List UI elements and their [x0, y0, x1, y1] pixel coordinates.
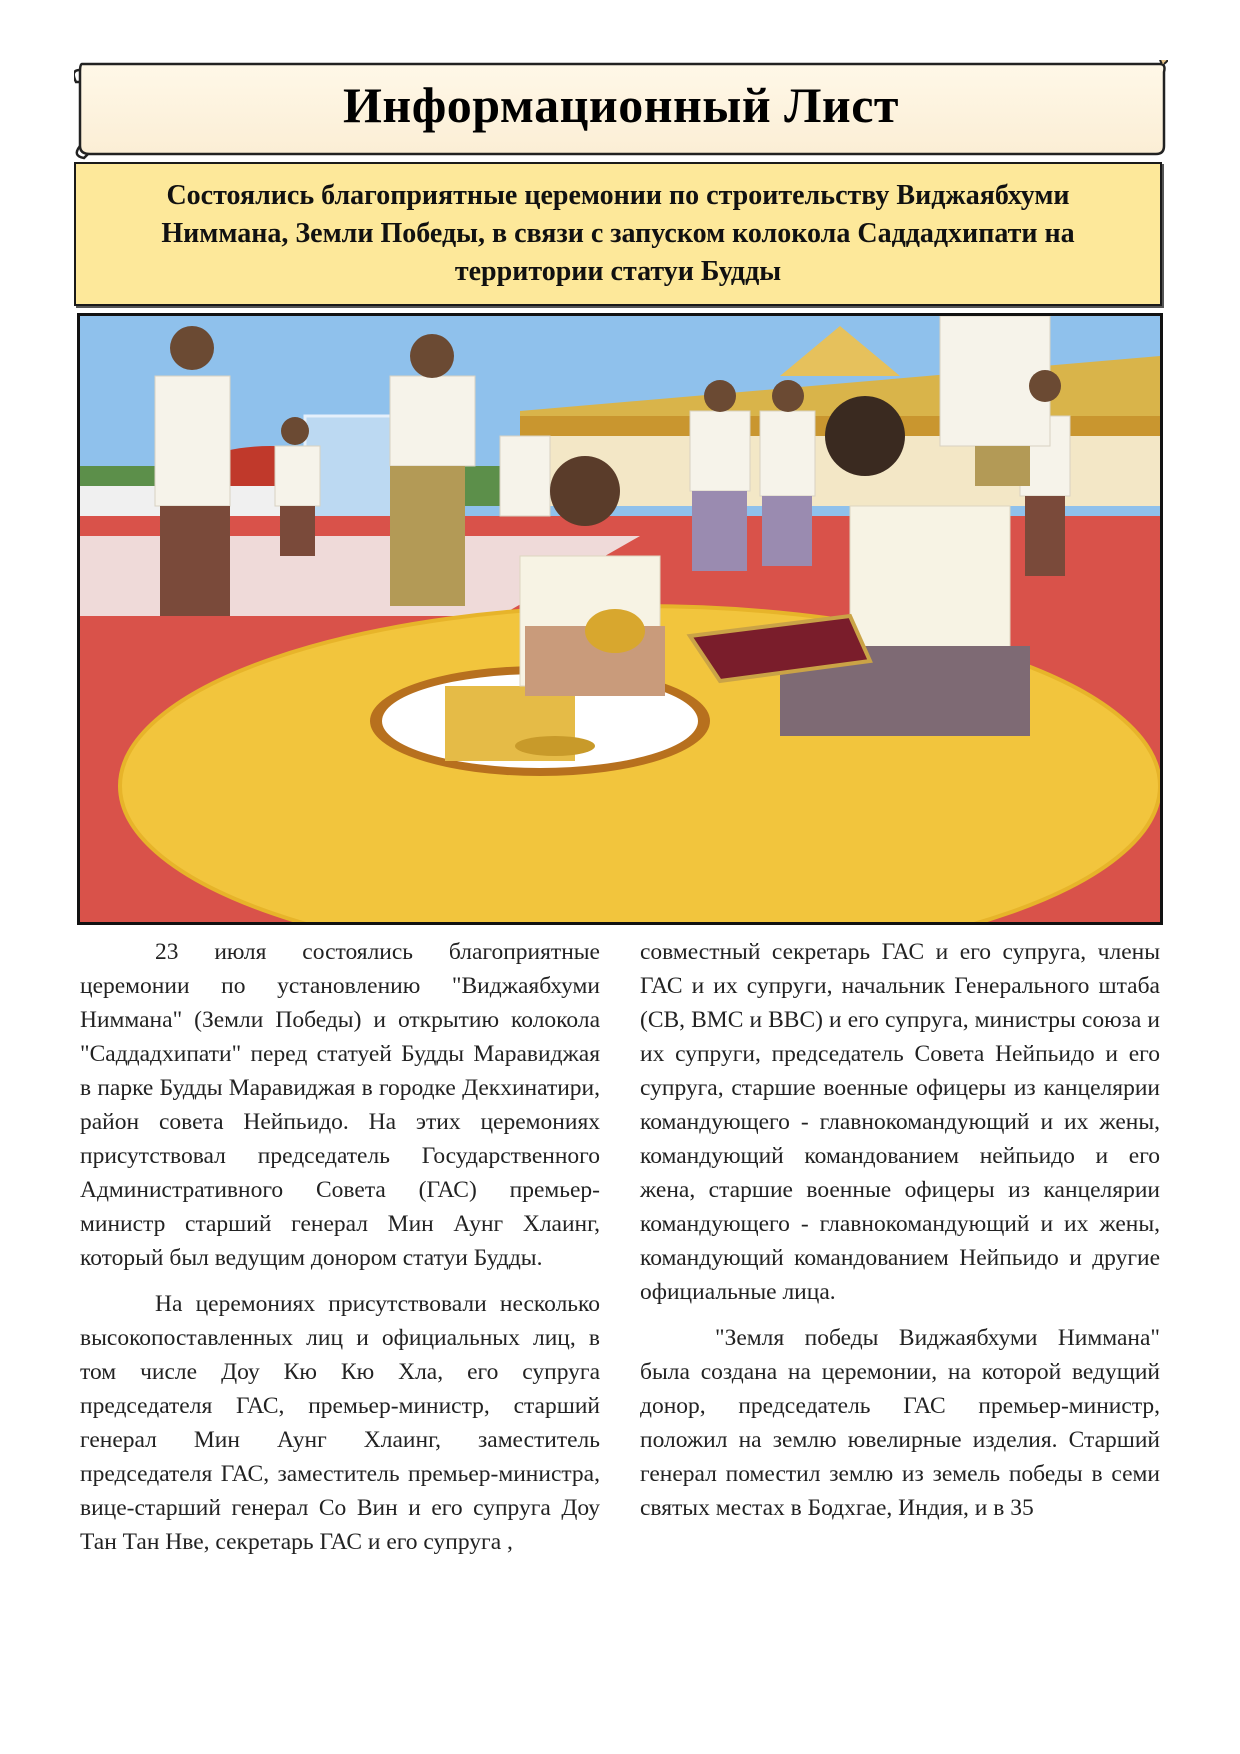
- paragraph: На церемониях присутствовали несколько высокопоставленных лиц и официальных лиц, в том числе Доу Кю Кю Хла, его супруга председателя ГАС, премьер-министр, старший генерал Мин Аунг Хлаинг, заместитель председателя ГАС, заместитель премьер-министра, вице-старший генерал Со Вин и его супруга Доу Тан Тан Нве, секретарь ГАС и его супруга ,: [80, 1291, 600, 1555]
- page-title: Информационный Лист: [343, 77, 899, 133]
- ceremony-photo: [77, 313, 1163, 925]
- paragraph: 23 июля состоялись благоприятные церемонии по установлению "Виджаябхуми Ниммана" (Земли Победы) и открытию колокола "Саддадхипати" перед статуей Будды Маравиджая в парке Будды Маравиджая в городке Декхинатири, район совета Нейпьидо. На этих церемониях присутствовал председатель Государственного Административного Совета (ГАС) премьер-министр старший генерал Мин Аунг Хлаинг, который был ведущим донором статуи Будды.: [80, 939, 600, 1271]
- ceremony-photo-icon: [80, 316, 1160, 922]
- article-column-left: [80, 935, 600, 1571]
- article-headline: Состоялись благоприятные церемонии по строительству Виджаябхуми Ниммана, Земли Победы, в связи с запуском колокола Саддадхипати на территории статуи Будды: [74, 162, 1162, 306]
- article-column-right: [640, 935, 1160, 1537]
- paragraph: "Земля победы Виджаябхуми Ниммана" была создана на церемонии, на которой ведущий донор, председатель ГАС премьер-министр, положил на землю ювелирные изделия. Старший генерал поместил землю из земель победы в семи святых местах в Бодхгае, Индия, и в 35: [640, 1325, 1160, 1521]
- paragraph: совместный секретарь ГАС и его супруга, члены ГАС и их супруги, начальник Генерального штаба (СВ, ВМС и ВВС) и его супруга, министры союза и их супруги, председатель Совета Нейпьидо и его супруга, старшие военные офицеры из канцелярии командующего - главнокомандующий и их жены, командующий командованием нейпьидо и его жена, старшие военные офицеры из канцелярии командующего - главнокомандующий и их жены, командующий командованием Нейпьидо и другие официальные лица.: [640, 939, 1160, 1305]
- title-banner: [74, 60, 1168, 156]
